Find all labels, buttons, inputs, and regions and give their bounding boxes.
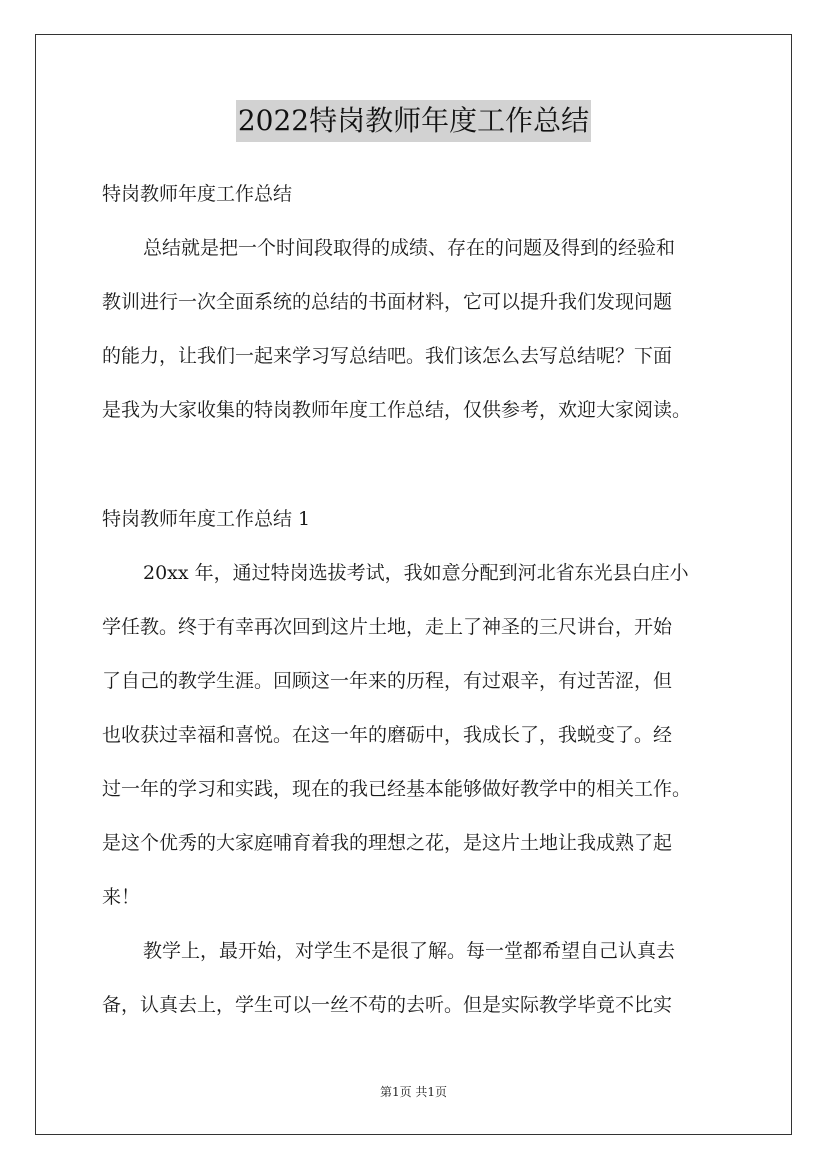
intro-line: 的能力，让我们一起来学习写总结吧。我们该怎么去写总结呢？下面 [102,345,673,367]
paragraph-line: 过一年的学习和实践，现在的我已经基本能够做好教学中的相关工作。 [102,778,692,800]
paragraph-line: 了自己的教学生涯。回顾这一年来的历程，有过艰辛，有过苦涩，但 [102,670,673,692]
paragraph-line: 是这个优秀的大家庭哺育着我的理想之花，是这片土地让我成熟了起 [102,832,673,854]
page-footer: 第1页 共1页 [379,1085,448,1099]
document-title: 2022特岗教师年度工作总结 [236,100,591,142]
paragraph-line: 也收获过幸福和喜悦。在这一年的磨砺中，我成长了，我蜕变了。经 [102,724,673,746]
title-wrap [0,100,827,142]
paragraph-line: 备，认真去上，学生可以一丝不苟的去听。但是实际教学毕竟不比实 [102,994,673,1016]
paragraph-line: 学任教。终于有幸再次回到这片土地，走上了神圣的三尺讲台，开始 [102,616,673,638]
paragraph-line: 20xx 年，通过特岗选拔考试，我如意分配到河北省东光县白庄小 [143,562,689,584]
subtitle: 特岗教师年度工作总结 [102,183,293,205]
intro-line: 总结就是把一个时间段取得的成绩、存在的问题及得到的经验和 [143,237,676,259]
paragraph-line: 来！ [102,886,141,908]
paragraph-line: 教学上，最开始，对学生不是很了解。每一堂都希望自己认真去 [143,940,676,962]
intro-line: 教训进行一次全面系统的总结的书面材料，它可以提升我们发现问题 [102,291,673,313]
section-heading: 特岗教师年度工作总结 1 [102,508,311,530]
intro-line: 是我为大家收集的特岗教师年度工作总结，仅供参考，欢迎大家阅读。 [102,399,692,421]
